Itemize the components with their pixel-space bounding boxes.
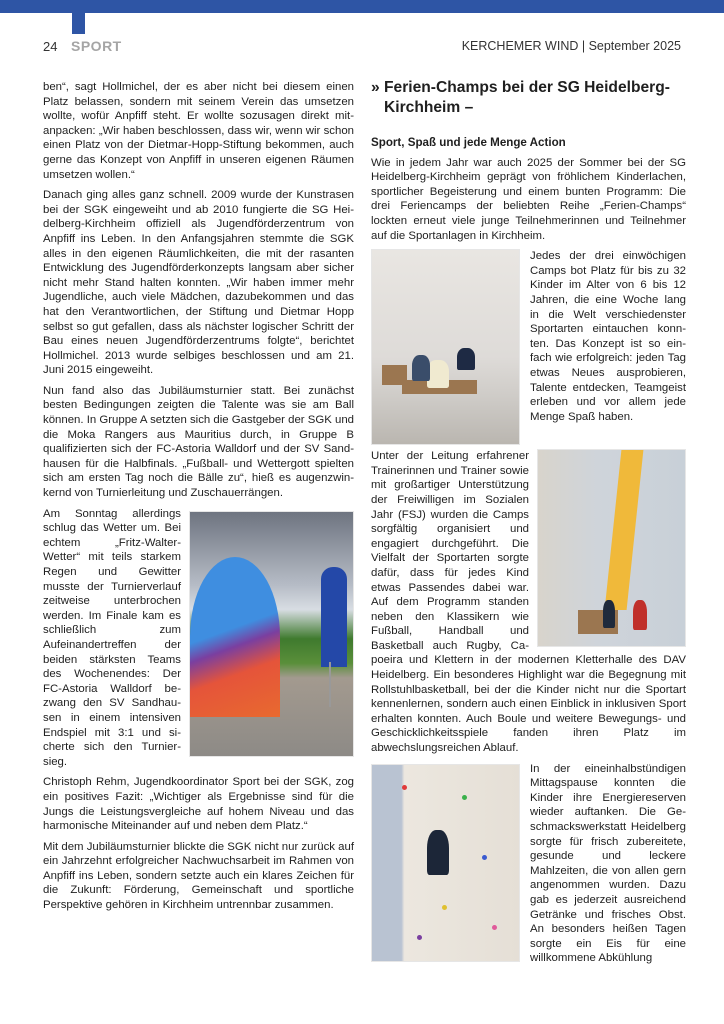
yellow-wall-strip [605, 450, 644, 610]
child [603, 600, 615, 628]
climbing-hold [462, 795, 467, 800]
headline-marker-icon: » [371, 79, 380, 96]
paragraph: Mit dem Jubiläumsturnier blickte die SGK nicht nur zurück auf ein Jahrzehnt erfolgreicher Nachwuchsarbeit im Rahmen von Anpfiff ins Leben, sondern setzte auch ein klares Zeichen für die Zukunft: Förderung, Gemeinschaft und sportliche Perspektive gehören in Kirchheim untrennbar zusammen. [43, 840, 354, 912]
paragraph: Unter der Leitung erfahrener Trainerinnen und Trainer sowie mit großartiger Unterstützung der Freiwilligen im Sozialen Jahr (FSJ) wurden die Camps sorgfältig organisiert und engagiert durchgeführt. Die Vielfalt der Sportarten sorgte dafür, dass für jedes Kind etwas Passendes dabei war. Auf dem Programm standen neben den Klassikern wie Fußball, Handball und Basketball auch Rugby, Capoeira und Klettern in der modernen Kletterhalle des DAV Heidelberg. Ein besonderes Highlight war die Begegnung mit Rollstuhlbasketball, bei der die Kinder nicht nur die Sportart kennenlernen, sondern auch einen Einblick in inklusiven Sport erhalten konnten. Auch Boule und weitere Bewegungs- und Geschicklichkeitsspiele fanden ihren Platz im abwechslungsreichen Ablauf. [371, 450, 686, 755]
article-headline [371, 78, 686, 118]
paragraph: Jedes der drei einwöchigen Camps bot Platz für bis zu 32 Kinder im Alter von 6 bis 12 Jahren, die eine Woche lang in die Welt verschiedenster Sportarten eintauchen konnten. Das Konzept ist so einfach wie erfolgreich: jeden Tag etwas Neues ausprobieren, Talente entdecken, Teamgeist erleben und vor allem jede Menge Spaß haben. [530, 250, 686, 423]
right-column [371, 78, 686, 972]
climbing-hold [482, 855, 487, 860]
anpfiff-flag [190, 557, 280, 717]
masthead: KERCHEMER WIND | September 2025 [461, 39, 681, 53]
climbing-hold [442, 905, 447, 910]
child [633, 600, 647, 630]
paragraph: In der eineinhalbstündigen Mittagspause konnten die Kinder ihre Energiereserven wieder auftanken. Die Geschmackswerkstatt Heidelberg sorgte für frisch zubereitete, gesunde und leckere Mahlzeiten, die von allen gern angenommen wurden. Dazu gab es jederzeit ausreichend Getränke und frisches Obst. An besonders heißen Tagen sorgte ein Eis für eine willkommene Abkühlung [530, 762, 686, 965]
page-number: 24 [43, 39, 58, 54]
bench [382, 365, 407, 385]
paragraph: Danach ging alles ganz schnell. 2009 wurde der Kunstrasen bei der SGK eingeweiht und ab 2010 fungierte die SG Heidelberg-Kirchheim offiziell als Jugendförderzentrum von Anpfiff ins Leben. In den Anfangsjahren stemmte die SGK alles in den eigenen Räumlichkeiten, die mit der rasanten Entwicklung des Jugendförderkonzepts langsam aber sicher nicht mehr Stand halten konnten. „Wir haben immer mehr Jugendliche, auch viele Mädchen, dazubekommen und das hat den Verantwortlichen, der Stiftung und Dietmar Hopp selbst so gut gefallen, dass als nächster logischer Schritt der Bau eines neuen Jugendförderzentrums folgte“, berichtet Hollmichel. 2013 wurde selbiges beschlossen und am 21. Juni 2015 eingeweiht. [43, 189, 354, 377]
paragraph: Wie in jedem Jahr war auch 2025 der Sommer bei der SG Heidelberg-Kirchheim geprägt von fröhlichem Kinderlachen, sportlicher Begeisterung und einem bunten Programm: Die drei Feriencamps der beliebten Reihe „Ferien-Champs“ lockten erneut viele junge Teilnehmerinnen und Teilnehmer auf die Sportanlagen in Kirchheim. [371, 156, 686, 242]
section-tab-marker [72, 13, 85, 34]
flag-pole [329, 662, 331, 707]
paragraph: Am Sonntag allerdings schlug das Wetter um. Bei echtem „Fritz-Walter-Wetter“ mit teils starkem Regen und Gewitter musste der Turnierverlauf zeitweise unterbrochen werden. Im Finale kam es schließlich zum Aufeinandertreffen der beiden stärksten Teams des Wochenendes: Der FC-Astoria Walldorf bezwang den SV Sandhausen in einem intensiven Endspiel mit 3:1 und sicherte sich den Turniersieg. [43, 507, 181, 768]
climbing-hold [417, 935, 422, 940]
trainer [457, 348, 475, 370]
left-column [43, 80, 354, 919]
photo-climbing-hall-kids [371, 249, 520, 445]
photo-climbing-wall-tall [537, 449, 686, 647]
top-accent-bar [0, 0, 724, 13]
article-subhead: Sport, Spaß und jede Menge Action [371, 136, 566, 149]
climbing-child [427, 830, 449, 875]
paragraph: ben“, sagt Hollmichel, der es aber nicht bei diesem einen Platz belassen, sondern mit seinem Verein das umsetzen wollte, wofür Anpfiff steht. Er wollte sozusagen direkt mitanpacken: „Wir haben beschlossen, dass wir, wenn wir schon einen Platz von der Dietmar-Hopp-Stiftung bekommen, auch gerne das Konzept von Anpfiff in unseren eigenen Räumen umsetzen wollen.“ [43, 81, 354, 181]
climbing-hold [492, 925, 497, 930]
paragraph: Christoph Rehm, Jugendkoordinator Sport bei der SGK, zog ein positives Fazit: „Wichtiger als Ergebnisse sind für die Jungs die Leistungsvergleiche auf hohem Niveau und das harmonische Miteinander auf und neben dem Platz.“ [43, 776, 354, 833]
child [427, 360, 449, 388]
paragraph: Nun fand also das Jubiläumsturnier statt. Bei zunächst besten Bedingungen zeigten die Talente was sie am Ball können. In Gruppe A setzten sich die Gastgeber der SGK und die Moka Rangers aus Mauritius durch, in Gruppe B qualifizierten sich der FC-Astoria Walldorf und der SV Sandhausen für die Halbfinals. „Fußball- und Wettergott spielten sich am ersten Tag noch die Bälle zu“, hieß es augenzwinkernd von Turnierleitung und Zuschauerrängen. [43, 384, 354, 500]
sgk-flag [321, 567, 347, 667]
section-title: SPORT [71, 38, 122, 54]
climbing-hold [402, 785, 407, 790]
child [412, 355, 430, 381]
photo-tournament-flags [189, 511, 354, 757]
photo-child-climbing [371, 764, 520, 962]
headline-text: Ferien-Champs bei der SG Heidelberg-Kirchheim – [384, 79, 670, 116]
